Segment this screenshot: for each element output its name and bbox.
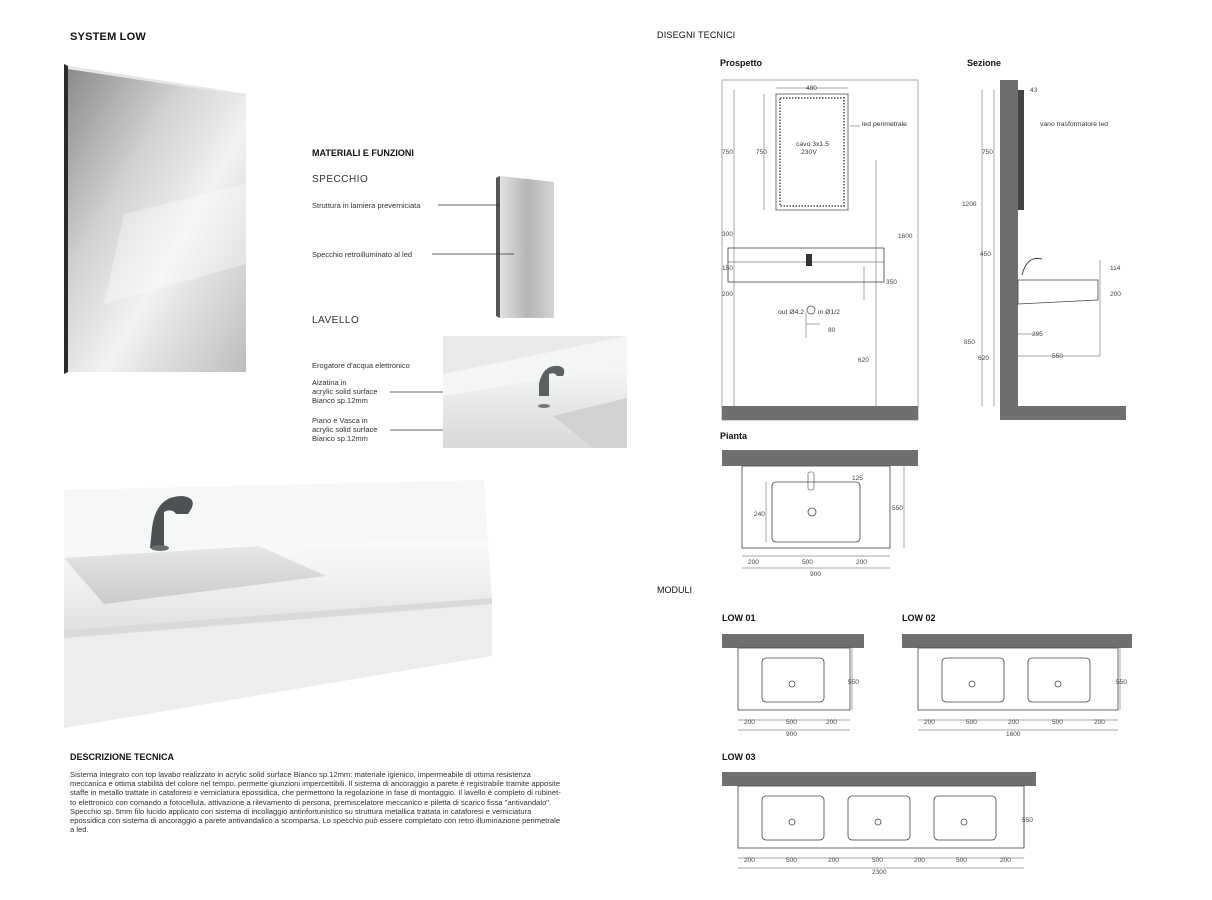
sezione-drawing: [960, 70, 1130, 426]
prospetto-title: Prospetto: [720, 58, 763, 68]
low01-dim-500: 500: [786, 719, 797, 726]
dim-550: 550: [1052, 353, 1063, 360]
low01-dim-550: 550: [848, 679, 859, 686]
sezione-title: Sezione: [967, 58, 1002, 68]
callout-struttura: Struttura in lamiera preverniciata: [312, 201, 421, 210]
low03-title: LOW 03: [722, 752, 756, 762]
low02-dim-500-a: 500: [966, 719, 977, 726]
label-out: out Ø4.2: [778, 309, 805, 316]
pianta-drawing: [720, 446, 920, 582]
basin-main-image: [64, 480, 492, 728]
technical-heading: DISEGNI TECNICI: [657, 30, 736, 40]
dim-200: 200: [722, 291, 733, 298]
dim-80: 80: [828, 327, 836, 334]
low02-dim-1600: 1600: [1006, 731, 1021, 738]
dim-550: 550: [892, 505, 903, 512]
dim-125: 125: [852, 475, 863, 482]
callout-erogatore: Erogatore d'acqua elettronico: [312, 361, 410, 370]
low01-drawing: [722, 630, 872, 742]
low01-dim-900: 900: [786, 731, 797, 738]
low03-dim-200-c: 200: [914, 857, 925, 864]
low01-dim-200-b: 200: [826, 719, 837, 726]
low03-dim-200-b: 200: [828, 857, 839, 864]
description-heading: DESCRIZIONE TECNICA: [70, 752, 175, 762]
low02-dim-200-a: 200: [924, 719, 935, 726]
low02-drawing: [902, 630, 1138, 742]
low03-dim-2300: 2300: [872, 869, 887, 876]
dim-43: 43: [1030, 87, 1038, 94]
pianta-title: Pianta: [720, 431, 748, 441]
materials-heading: MATERIALI E FUNZIONI: [312, 148, 414, 158]
low02-title: LOW 02: [902, 613, 936, 623]
dim-350: 350: [886, 279, 897, 286]
dim-900: 900: [810, 571, 821, 578]
prospetto-drawing: [700, 70, 930, 426]
low03-dim-500-b: 500: [872, 857, 883, 864]
low03-dim-500-c: 500: [956, 857, 967, 864]
page-title: SYSTEM LOW: [70, 31, 146, 43]
dim-750-inner: 750: [756, 149, 767, 156]
low03-drawing: [722, 768, 1042, 880]
dim-114: 114: [1110, 265, 1121, 272]
low02-dim-500-b: 500: [1052, 719, 1063, 726]
dim-850: 850: [964, 339, 975, 346]
lavello-label: LAVELLO: [312, 315, 360, 326]
low03-dim-550: 550: [1022, 817, 1033, 824]
label-in: in Ø1/2: [818, 309, 840, 316]
dim-1200: 1200: [962, 201, 977, 208]
dim-200-left: 200: [748, 559, 759, 566]
dim-500: 500: [802, 559, 813, 566]
dim-200-right: 200: [856, 559, 867, 566]
dim-300: 300: [722, 231, 733, 238]
low01-title: LOW 01: [722, 613, 756, 623]
label-vano: vano trasformatore led: [1040, 121, 1109, 128]
dim-200: 200: [1110, 291, 1121, 298]
dim-750-left: 750: [722, 149, 733, 156]
label-led: led perimetrale: [862, 121, 907, 128]
callout-alzatina: Alzatina in acrylic solid surface Bianco sp.12mm: [312, 378, 378, 405]
low03-dim-500-a: 500: [786, 857, 797, 864]
basin-detail-image: [443, 336, 627, 448]
dim-450: 450: [980, 251, 991, 258]
callout-specchio: Specchio retroilluminato al led: [312, 250, 413, 259]
dim-150: 150: [722, 265, 733, 272]
low01-dim-200-a: 200: [744, 719, 755, 726]
dim-295: 295: [1032, 331, 1043, 338]
label-230v: 230V: [801, 149, 817, 156]
dim-620: 620: [978, 355, 989, 362]
low03-dim-200-a: 200: [744, 857, 755, 864]
modules-heading: MODULI: [657, 585, 693, 595]
dim-480: 480: [806, 85, 817, 92]
dim-620: 620: [858, 357, 869, 364]
dim-750: 750: [982, 149, 993, 156]
label-cavo: cavo 3x1.5: [796, 141, 829, 148]
low03-dim-200-d: 200: [1000, 857, 1011, 864]
specchio-label: SPECCHIO: [312, 174, 369, 185]
dim-240: 240: [754, 511, 765, 518]
low02-dim-200-c: 200: [1094, 719, 1105, 726]
callout-piano: Piano e Vasca in acrylic solid surface Bianco sp.12mm: [312, 416, 378, 443]
description-text: Sistema integrato con top lavabo realizzato in acrylic solid surface Bianco sp.12mm: materiale igienico, impermeabile di ottima resistenza meccanica e ottima stabilità del colore nel tempo, permette giunzioni impercettibili. Il sistema di ancoraggio a parete è registrabile tramite apposite staffe in metallo trattate in cataforesi e verniciatura epossidica, che permettono la regolazione in fase di montaggio. Il lavello è completo di rubinet- to elettronico con comando a fotocellula, attivazione a rilevamento di persona, premiscelatore meccanico e piletta di scarico fissa "antivandalo". Specchio sp. 5mm filo lucido applicato con sistema di incollaggio antinfortunistico su struttura metallica trattata in cataforesi e verniciatura epossidica con sistema di ancoraggio a parete antivandalico a scomparsa. Lo specchio può essere completato con retro illuminazione perimetrale a led.: [70, 770, 561, 835]
dim-1600: 1600: [898, 233, 913, 240]
low02-dim-200-b: 200: [1008, 719, 1019, 726]
low02-dim-550: 550: [1116, 679, 1127, 686]
